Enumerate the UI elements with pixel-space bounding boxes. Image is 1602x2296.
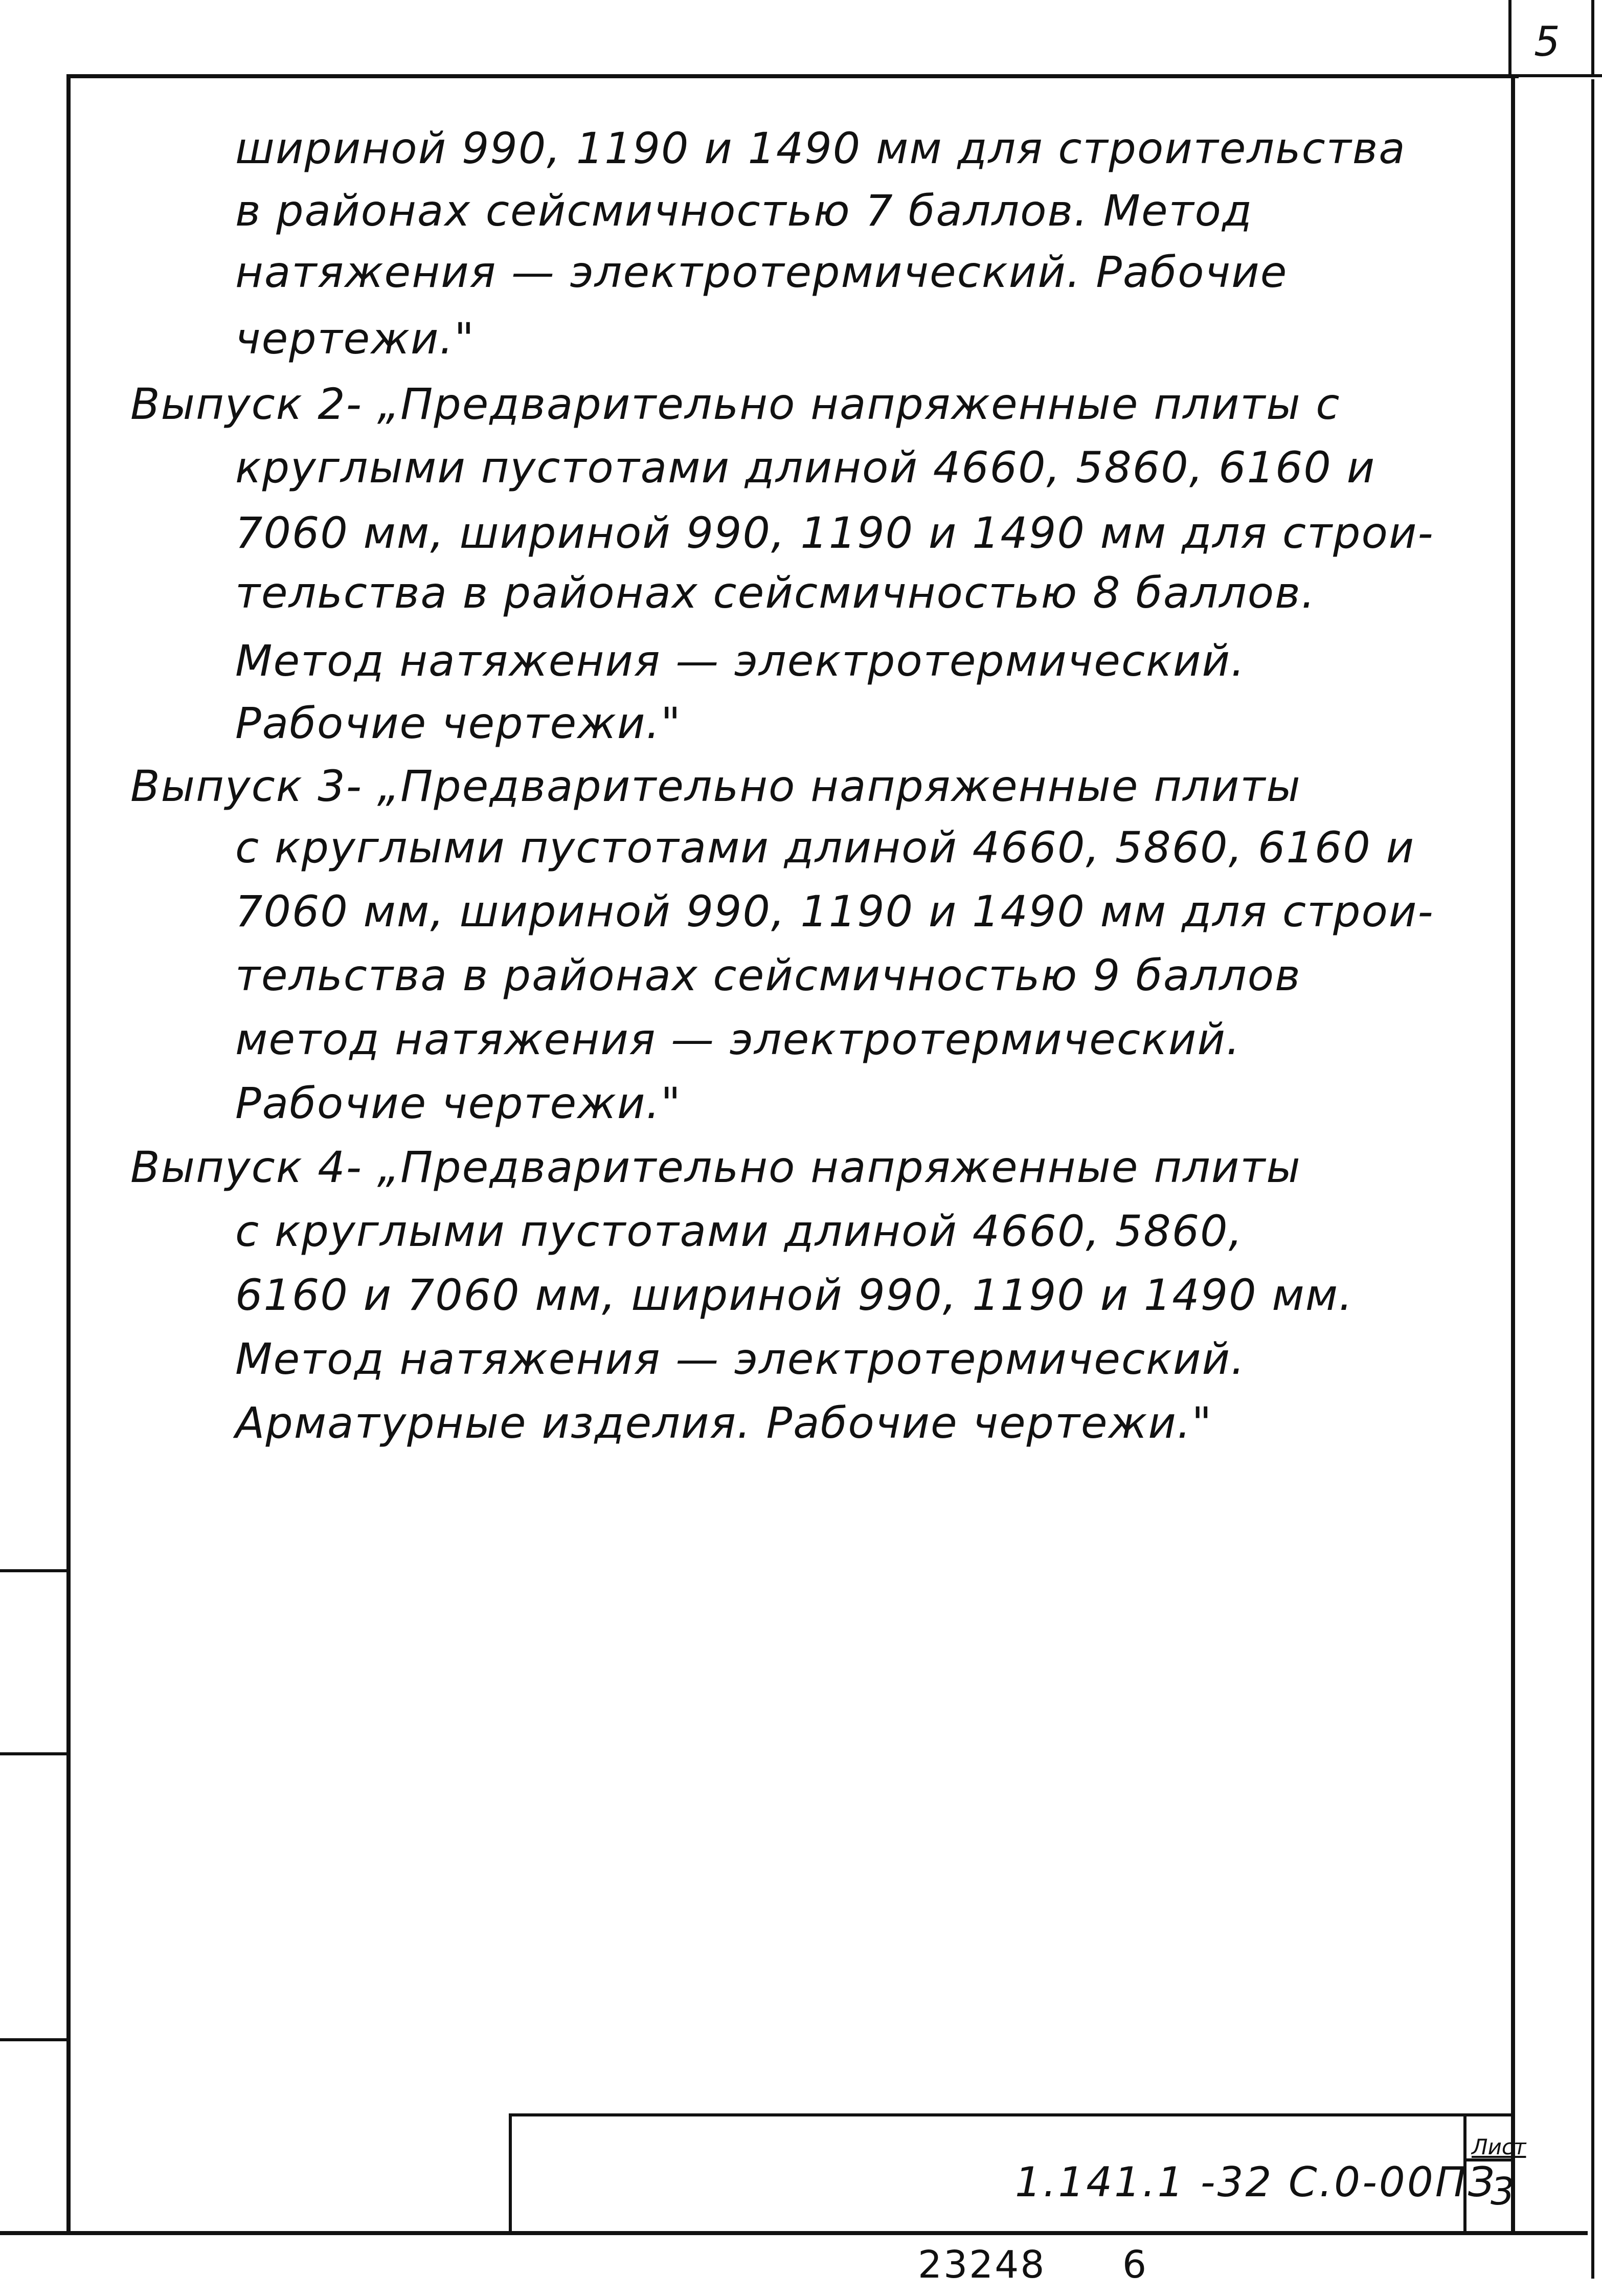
binding-mark-1 bbox=[0, 1569, 66, 1572]
top-page-box-right bbox=[1591, 0, 1594, 74]
paragraph-line: с круглыми пустотами длиной 4660, 5860, 6160 и bbox=[235, 822, 1415, 873]
paragraph-line: тельства в районах сейсмичностью 8 баллов. bbox=[235, 568, 1316, 618]
top-page-box-bottom bbox=[1508, 74, 1602, 77]
inventory-number: 23248 bbox=[918, 2243, 1046, 2287]
frame-left-border bbox=[66, 74, 71, 2235]
paragraph-line: круглыми пустотами длиной 4660, 5860, 6160 и bbox=[235, 442, 1376, 493]
sheet-number: 3 bbox=[1491, 2170, 1515, 2214]
paragraph-line: 6160 и 7060 мм, шириной 990, 1190 и 1490 мм. bbox=[235, 1270, 1353, 1320]
release-3-header: Выпуск 3- „Предварительно напряженные плиты bbox=[130, 761, 1301, 811]
outer-right-border bbox=[1591, 79, 1594, 2279]
paragraph-line: в районах сейсмичностью 7 баллов. Метод bbox=[235, 186, 1253, 236]
drawing-code: 1.141.1 -32 С.0-00ПЗ bbox=[1015, 2158, 1497, 2206]
title-block-top-line bbox=[509, 2113, 1515, 2116]
frame-top-border bbox=[66, 74, 1519, 78]
binding-mark-2 bbox=[0, 1752, 66, 1755]
paragraph-line: метод натяжения — электротермический. bbox=[235, 1014, 1241, 1064]
sheet-label: Лист bbox=[1472, 2134, 1526, 2159]
paragraph-line: Метод натяжения — электротермический. bbox=[235, 1334, 1246, 1384]
release-2-header: Выпуск 2- „Предварительно напряженные плиты с bbox=[130, 379, 1341, 429]
paragraph-line: тельства в районах сейсмичностью 9 баллов bbox=[235, 950, 1301, 1000]
paragraph-line: 7060 мм, шириной 990, 1190 и 1490 мм для строи- bbox=[235, 886, 1434, 937]
paragraph-line: Метод натяжения — электротермический. bbox=[235, 636, 1246, 686]
paragraph-line: Арматурные изделия. Рабочие чертежи." bbox=[235, 1398, 1213, 1448]
top-page-number: 5 bbox=[1534, 18, 1560, 65]
top-page-box-left bbox=[1508, 0, 1511, 74]
paragraph-line: Рабочие чертежи." bbox=[235, 1078, 682, 1128]
paragraph-line: Рабочие чертежи." bbox=[235, 698, 682, 748]
release-4-header: Выпуск 4- „Предварительно напряженные плиты bbox=[130, 1142, 1301, 1192]
paragraph-line: с круглыми пустотами длиной 4660, 5860, bbox=[235, 1206, 1244, 1256]
paragraph-line: чертежи." bbox=[235, 314, 475, 364]
paragraph-line: натяжения — электротермический. Рабочие bbox=[235, 247, 1288, 297]
frame-bottom-border bbox=[0, 2231, 1588, 2235]
secondary-number: 6 bbox=[1122, 2243, 1148, 2287]
binding-mark-3 bbox=[0, 2038, 66, 2041]
title-block-left-line bbox=[509, 2113, 512, 2235]
frame-right-border bbox=[1511, 74, 1515, 2235]
paragraph-line: шириной 990, 1190 и 1490 мм для строительства bbox=[235, 123, 1406, 173]
paragraph-line: 7060 мм, шириной 990, 1190 и 1490 мм для строи- bbox=[235, 508, 1434, 558]
